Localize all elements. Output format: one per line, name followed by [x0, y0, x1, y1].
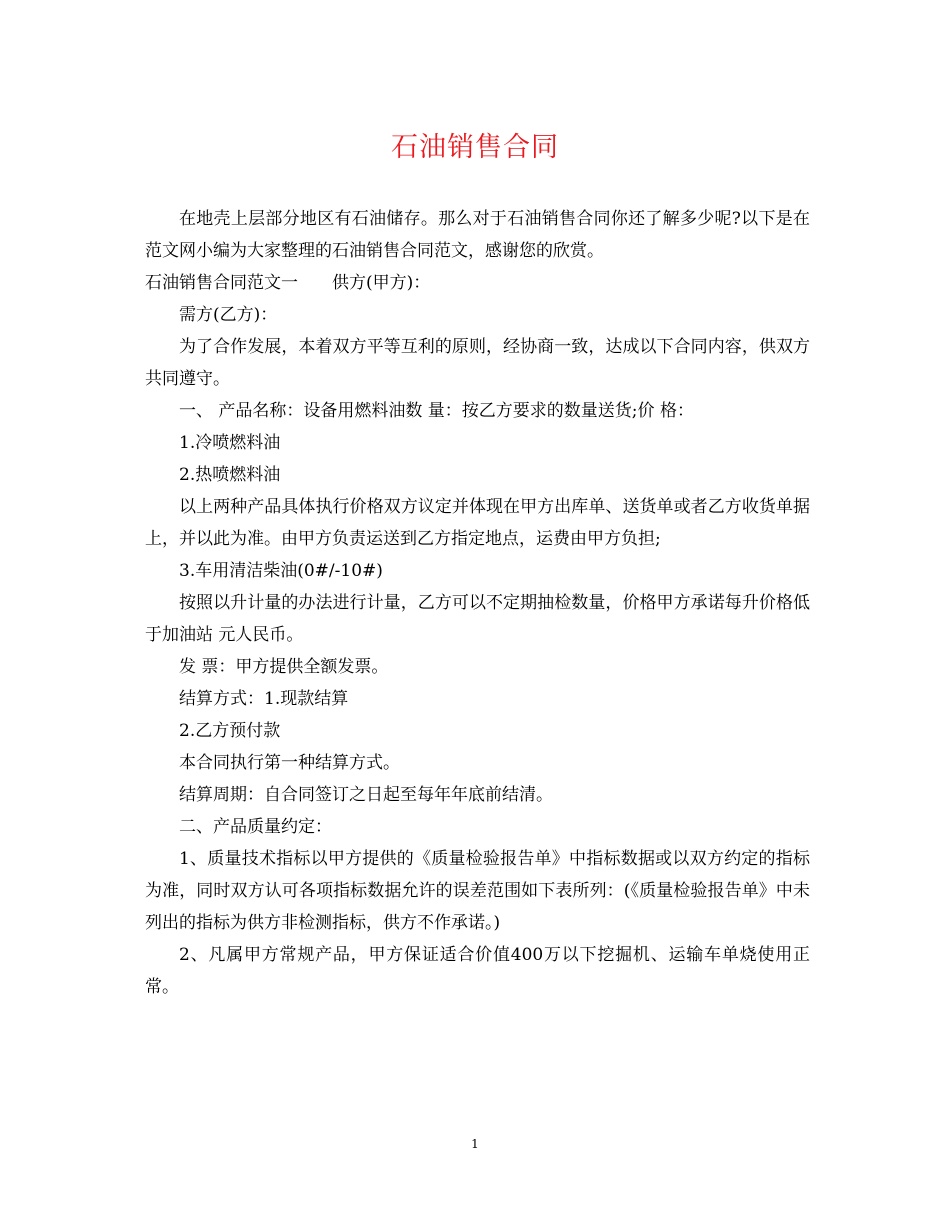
- paragraph-settlement-choice: 本合同执行第一种结算方式。: [179, 753, 400, 773]
- paragraph-quality-heading: 二、产品质量约定：: [179, 817, 332, 837]
- paragraph-settlement-period: 结算周期：自合同签订之日起至每年年底前结清。: [179, 785, 553, 805]
- paragraph-purpose: 为了合作发展，本着双方平等互利的原则，经协商一致，达成以下合同内容，供双方共同遵守。: [145, 337, 810, 389]
- paragraph-settlement-method: 结算方式：1.现款结算: [179, 689, 349, 709]
- paragraph-prepayment: 2.乙方预付款: [179, 721, 281, 741]
- document-body: [145, 203, 810, 1003]
- paragraph-quality-guarantee: 2、凡属甲方常规产品，甲方保证适合价值400万以下挖掘机、运输车单烧使用正常。: [145, 945, 810, 997]
- paragraph-quality-indicators: 1、质量技术指标以甲方提供的《质量检验报告单》中指标数据或以双方约定的指标为准，同时双方认可各项指标数据允许的误差范围如下表所列：(《质量检验报告单》中未列出的指标为供方非检测指标，供方不作承诺。): [145, 849, 810, 933]
- paragraph-buyer: 需方(乙方)：: [179, 305, 278, 325]
- paragraph-hot-fuel: 2.热喷燃料油: [179, 465, 281, 485]
- paragraph-pricing: 以上两种产品具体执行价格双方议定并体现在甲方出库单、送货单或者乙方收货单据上，并以此为准。由甲方负责运送到乙方指定地点，运费由甲方负担;: [145, 497, 810, 549]
- paragraph-diesel: 3.车用清洁柴油(0#/-10#): [179, 561, 383, 581]
- page-number: 1: [471, 1137, 479, 1151]
- paragraph-sample-heading: 石油销售合同范文一 供方(甲方)：: [145, 273, 431, 293]
- paragraph-product-name: 一、 产品名称：设备用燃料油数 量：按乙方要求的数量送货;价 格：: [179, 401, 694, 421]
- page-title: 石油销售合同: [391, 132, 559, 163]
- paragraph-intro: 在地壳上层部分地区有石油储存。那么对于石油销售合同你还了解多少呢?以下是在范文网小编为大家整理的石油销售合同范文，感谢您的欣赏。: [145, 209, 810, 261]
- paragraph-cold-fuel: 1.冷喷燃料油: [179, 433, 281, 453]
- paragraph-invoice: 发 票：甲方提供全额发票。: [179, 657, 389, 677]
- paragraph-metering: 按照以升计量的办法进行计量，乙方可以不定期抽检数量，价格甲方承诺每升价格低于加油站 元人民币。: [145, 593, 810, 645]
